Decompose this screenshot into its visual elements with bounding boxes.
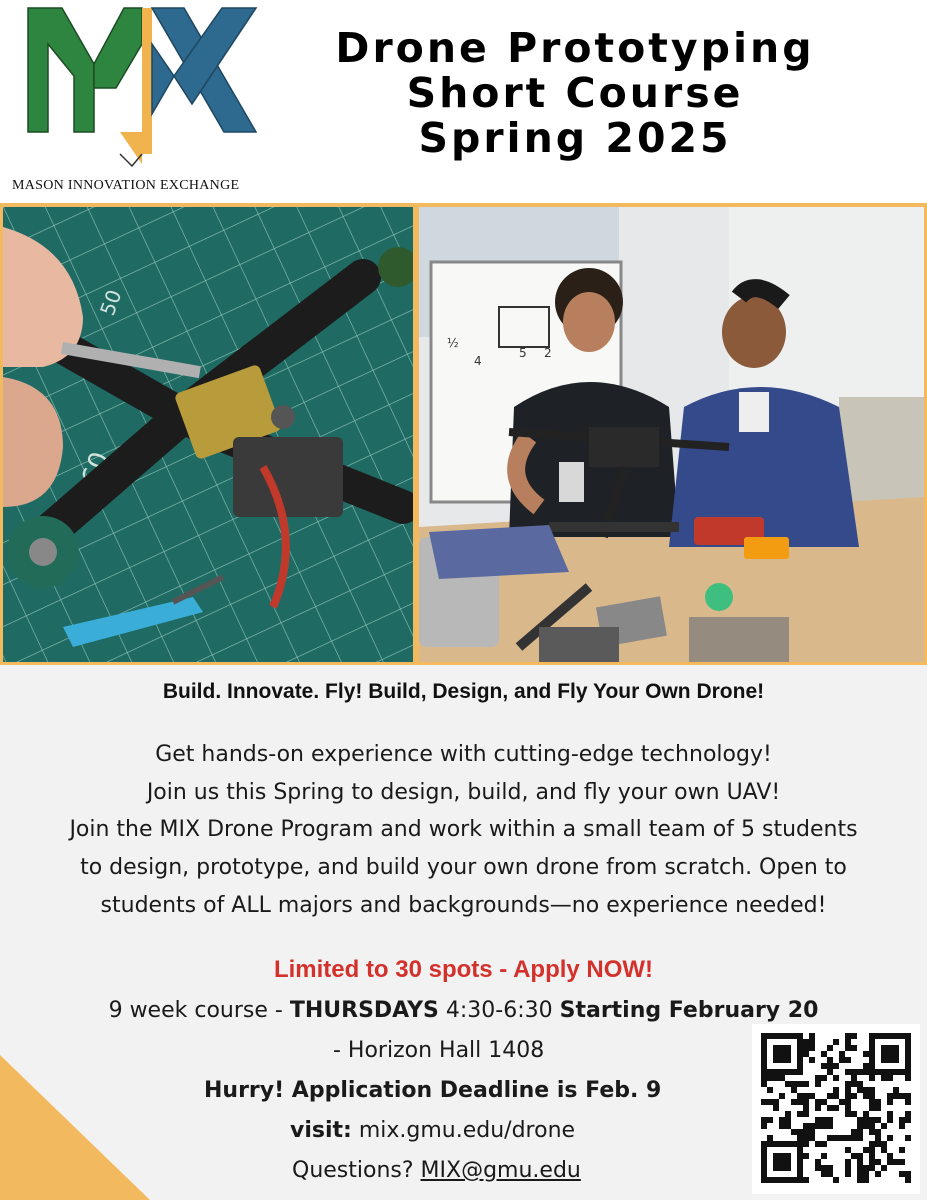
- visit-label: visit:: [290, 1118, 352, 1143]
- schedule-day: THURSDAYS: [289, 998, 439, 1023]
- mix-logo: [24, 4, 264, 170]
- title-line-1: Drone Prototyping: [335, 24, 815, 72]
- intro-line-5: students of ALL majors and backgrounds—no experience needed!: [100, 892, 827, 918]
- corner-decoration: [0, 1055, 150, 1200]
- whiteboard-label-half: ½: [447, 336, 459, 350]
- qr-code[interactable]: [752, 1024, 920, 1194]
- svg-text:50: 50: [95, 286, 127, 319]
- header: [0, 0, 927, 203]
- intro-line-1: Get hands-on experience with cutting-edge technology!: [155, 742, 772, 767]
- visit-line: [290, 1118, 575, 1143]
- questions-line: [292, 1158, 581, 1183]
- questions-label: Questions?: [292, 1158, 421, 1183]
- intro-line-3: Join the MIX Drone Program and work within a small team of 5 students: [69, 817, 858, 843]
- whiteboard-label-2: 2: [544, 346, 552, 360]
- students-building-drone-photo: [419, 207, 924, 662]
- svg-text:60: 60: [76, 448, 116, 490]
- deadline-line: Hurry! Application Deadline is Feb. 9: [204, 1078, 662, 1103]
- location-line: - Horizon Hall 1408: [333, 1038, 545, 1063]
- schedule-start: Starting February 20: [559, 998, 819, 1023]
- page-title: [300, 26, 850, 161]
- photo-strip: [0, 203, 927, 665]
- whiteboard-label-4: 4: [474, 354, 482, 368]
- title-line-3: Spring 2025: [418, 114, 732, 162]
- limited-spots-notice: Limited to 30 spots - Apply NOW!: [273, 956, 654, 983]
- intro-line-4: to design, prototype, and build your own drone from scratch. Open to: [80, 855, 847, 881]
- intro-text: [0, 736, 927, 925]
- whiteboard-label-5: 5: [519, 346, 527, 360]
- tagline: Build. Innovate. Fly! Build, Design, and Fly Your Own Drone!: [162, 680, 765, 703]
- drone-closeup-photo: [3, 207, 413, 662]
- schedule-time: 4:30-6:30: [438, 998, 560, 1023]
- title-line-2: Short Course: [406, 69, 744, 117]
- logo-caption: MASON INNOVATION EXCHANGE: [12, 178, 240, 193]
- schedule-line: [0, 998, 927, 1023]
- visit-link[interactable]: mix.gmu.edu/drone: [351, 1118, 576, 1143]
- email-link[interactable]: MIX@gmu.edu: [420, 1158, 581, 1183]
- intro-line-2: Join us this Spring to design, build, and fly your own UAV!: [146, 779, 781, 805]
- schedule-prefix: 9 week course -: [108, 998, 290, 1023]
